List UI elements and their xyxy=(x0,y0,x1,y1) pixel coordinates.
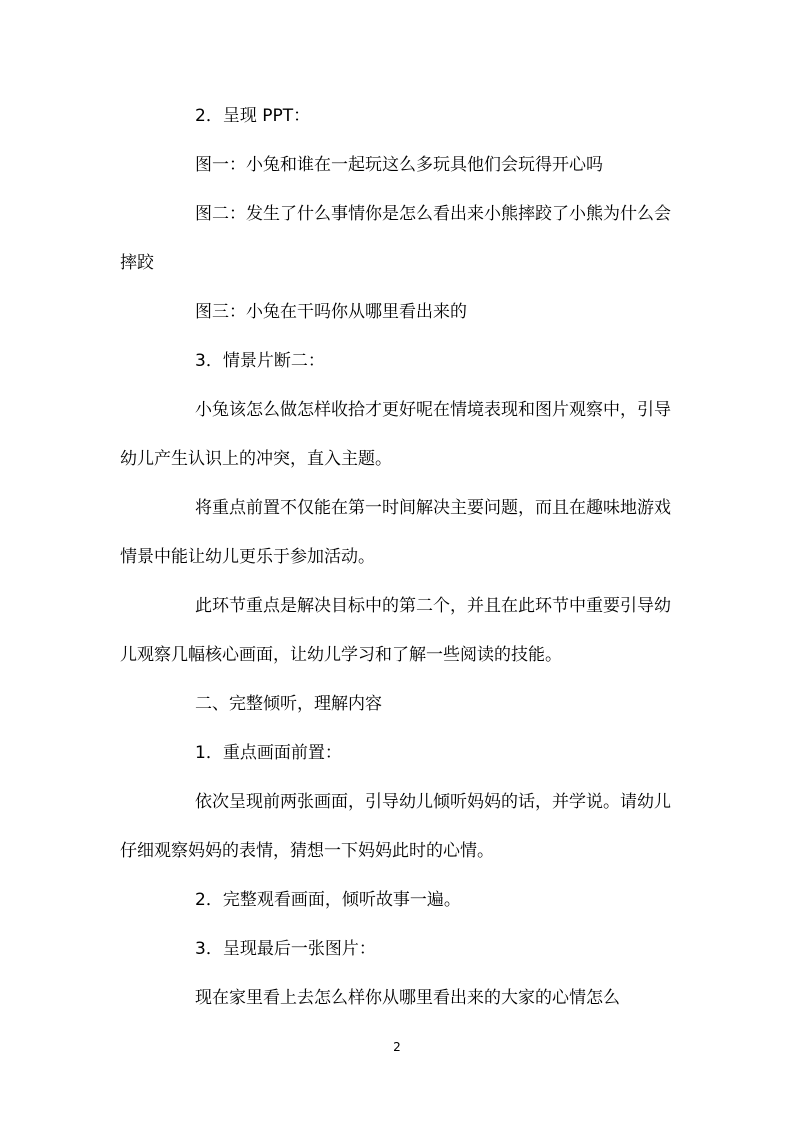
paragraph: 图一：小兔和谁在一起玩这么多玩具他们会玩得开心吗 xyxy=(195,155,603,175)
paragraph: 现在家里看上去怎么样你从哪里看出来的大家的心情怎么 xyxy=(195,988,620,1008)
paragraph: 依次呈现前两张画面，引导幼儿倾听妈妈的话，并学说。请幼儿仔细观察妈妈的表情，猜想一下妈妈此时的心情。 xyxy=(120,792,671,861)
section-heading: 二、完整倾听，理解内容 xyxy=(195,694,382,714)
page-number: 2 xyxy=(393,1040,401,1054)
paragraph: 2．完整观看画面，倾听故事一遍。 xyxy=(195,890,461,910)
paragraph: 2．呈现 PPT： xyxy=(195,106,311,126)
document-body xyxy=(120,92,680,1023)
paragraph: 将重点前置不仅能在第一时间解决主要问题，而且在趣味地游戏情景中能让幼儿更乐于参加活动。 xyxy=(120,498,671,567)
paragraph: 此环节重点是解决目标中的第二个，并且在此环节中重要引导幼儿观察几幅核心画面，让幼儿学习和了解一些阅读的技能。 xyxy=(120,596,671,665)
paragraph: 图二：发生了什么事情你是怎么看出来小熊摔跤了小熊为什么会摔跤 xyxy=(120,204,671,273)
paragraph: 小兔该怎么做怎样收拾才更好呢在情境表现和图片观察中，引导幼儿产生认识上的冲突，直入主题。 xyxy=(120,400,671,469)
paragraph: 3．呈现最后一张图片： xyxy=(195,939,376,959)
paragraph: 3．情景片断二： xyxy=(195,351,325,371)
paragraph: 1．重点画面前置： xyxy=(195,743,342,763)
paragraph: 图三：小兔在干吗你从哪里看出来的 xyxy=(195,302,467,322)
